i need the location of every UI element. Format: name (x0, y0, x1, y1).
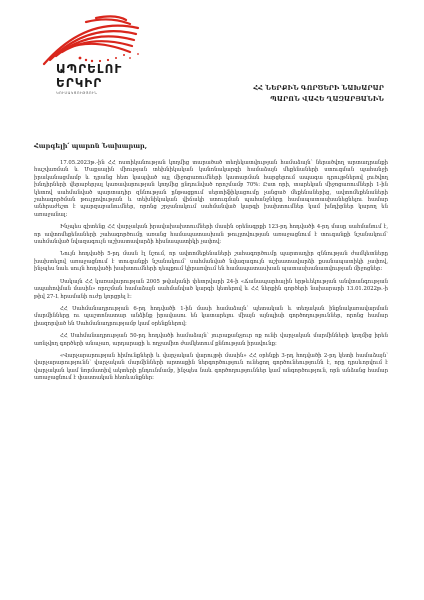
body-paragraph-3: Նույն հոդվածի 5-րդ մասն էլ նշում, որ ավտոմեքենաների շահագործումը պարտադիր զննության ժամկետները խախտելով առաջացնում է տուգանքի նշանակում՝ սահմանված նվազագույն աշխատավարձի քսանապատիկի չափով, ինչպես նաև սույն հոդվածի խախտումների դեպքում կիրառվում են համապատասխան պատասխանատվության միջոցներ: (34, 251, 388, 273)
logo-text-line1: ԱՊՐԵԼՈՒ (56, 62, 123, 76)
body-paragraph-2: Ինչպես գիտենք ՀՀ վարչական իրավախախտումների մասին օրենսգրքի 123-րդ հոդվածի 4-րդ մասը սահմանում է, որ ավտոմեքենաների շահագործումը առանց համապատասխան թույլտվության առաջացնում է տուգանքի նշանակում՝ սահմանված նվազագույն աշխատավարձի հիսնապատիկի չափով: (34, 224, 388, 246)
logo-text-line2: ԵՐԿԻՐ (56, 76, 103, 90)
body-paragraph-1: 17.05.2023թ.-ին ՀՀ ոստիկանության կողմից տարածած տեղեկատվության համաձայն՝ ներածվող արտադրանքի հաշվառման և Մաքսային միության տեխնիկական կանոնակարգի համաձայն մեքենաների ստուգման պահանջի իրականացմամբ և դրանց հետ կապված այլ միջոցառումների կատարման հարցերում ապագա դրույթներով լուծվող խնդիրների վերաբերյալ կառավարության կողմից ընդունված որոշմամբ 70%: Ըստ որի, տարեկան միջոցառումների 1-ին կետով սահմանված պարտադիր զննության ընթացքում սերտիֆիկացումը չանցած մեքենաներից, ավտոմեքենաների շահագործման թույլտվության և տեխնիկական վիճակի ստուգման պահանջները համապատասխանեցնելու համար անհրաժեշտ է պարզաբանումներ, որոնց շրջանակում սահմանված կարգի խախտումներ կամ խնդիրներ կարող են առաջանալ: (34, 160, 388, 218)
salutation: Հարգելի՛ պարոն Նախարար, (34, 142, 148, 150)
party-logo (26, 14, 156, 95)
logo-tagline: ԿՈՒՍԱԿՑՈՒԹՅՈՒՆ (56, 91, 98, 95)
recipient-name: ՊԱՐՈՆ ՎԱՀԵ ՂԱԶԱՐՅԱՆԻՆ (270, 95, 384, 103)
recipient-block (253, 83, 384, 105)
recipient-title: ՀՀ ՆԵՐՔԻՆ ԳՈՐԾԵՐԻ ՆԱԽԱՐԱՐ (253, 84, 384, 92)
logo-mark-icon (26, 14, 154, 68)
body-paragraph-5: ՀՀ Սահմանադրության 6-րդ հոդվածի 1-ին մասի համաձայն՝ պետական և տեղական ինքնակառավարման մարմինները ու պաշտոնատար անձինք իրավասու են կատարելու միայն այնպիսի գործողություններ, որոնց համար լիազորված են Սահմանադրությամբ կամ օրենքներով: (34, 305, 388, 327)
body-paragraph-4: Սակայն ՀՀ կառավարության 2005 թվականի փետրվարի 24-ի «Ճանապարհային երթևեկության անվտանգության ապահովման մասին» որոշման համաձայն սահմանված կարգի կետերով և ՀՀ ներքին գործերի նախարարի 13.01.2022թ.-ի թիվ 27-Լ հրամանի ուժը կորցրել է: (34, 278, 388, 300)
body-paragraph-6: ՀՀ Սահմանադրության 50-րդ հոդվածի համաձայն՝ յուրաքանչյուր ոք ունի վարչական մարմինների կողմից իրեն առնչվող գործերի անաչառ, արդարացի և ողջամիտ ժամկետում քննության իրավունք: (34, 333, 388, 347)
body-paragraph-7: «Վարչարարության հիմունքների և վարչական վարույթի մասին» ՀՀ օրենքի 3-րդ հոդվածի 2-րդ կետի համաձայն՝ վարչարարությունն՝ վարչական մարմինների արտաքին ներգործություն ունեցող գործունեությունն է, որը դրսևորվում է վարչական կամ նորմատիվ ակտերի ընդունմամբ, ինչպես նաև գործողություններ կամ անգործություն, որն անձանց համար առաջացնում է փաստական հետևանքներ: (34, 352, 388, 382)
letter-body (34, 160, 388, 388)
